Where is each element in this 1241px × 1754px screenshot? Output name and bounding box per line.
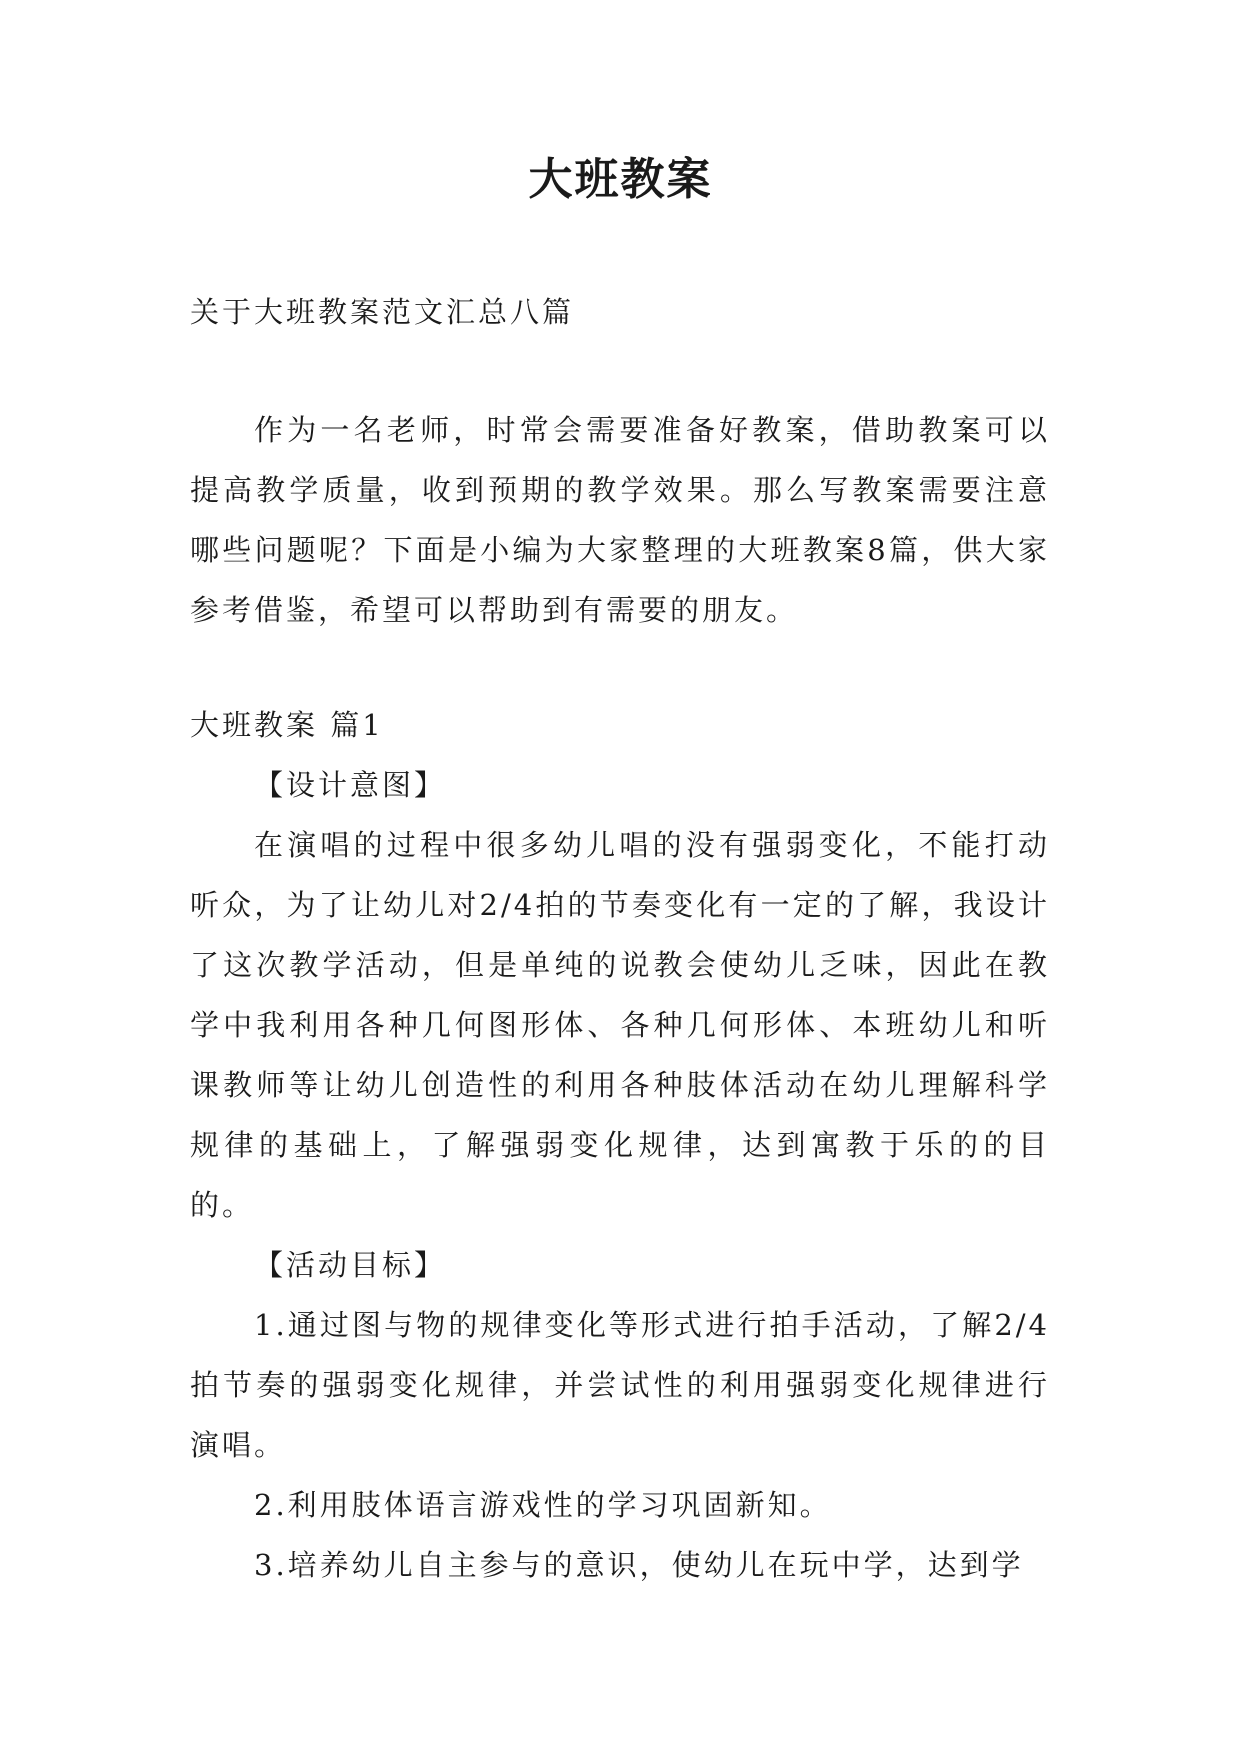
section-heading: 大班教案 篇1 bbox=[190, 708, 384, 742]
intro-paragraph: 作为一名老师，时常会需要准备好教案，借助教案可以提高教学质量，收到预期的教学效果。那么写教案需要注意哪些问题呢？下面是小编为大家整理的大班教案8篇，供大家参考借鉴，希望可以帮助到有需要的朋友。 bbox=[190, 413, 1050, 627]
goal-item-3: 3.培养幼儿自主参与的意识，使幼儿在玩中学，达到学 bbox=[254, 1548, 1024, 1582]
design-intent-heading: 【设计意图】 bbox=[254, 768, 447, 802]
activity-goals-heading: 【活动目标】 bbox=[254, 1248, 447, 1282]
document-subtitle: 关于大班教案范文汇总八篇 bbox=[190, 295, 575, 329]
intro-block bbox=[190, 400, 1050, 640]
design-intent-paragraph: 在演唱的过程中很多幼儿唱的没有强弱变化，不能打动听众，为了让幼儿对2/4拍的节奏变化有一定的了解，我设计了这次教学活动，但是单纯的说教会使幼儿乏味，因此在教学中我利用各种几何图形体、各种几何形体、本班幼儿和听课教师等让幼儿创造性的利用各种肢体活动在幼儿理解科学规律的基础上，了解强弱变化规律，达到寓教于乐的的目的。 bbox=[190, 828, 1050, 1222]
goal-item-2: 2.利用肢体语言游戏性的学习巩固新知。 bbox=[254, 1488, 832, 1522]
goal-item-1: 1.通过图与物的规律变化等形式进行拍手活动，了解2/4拍节奏的强弱变化规律，并尝试性的利用强弱变化规律进行演唱。 bbox=[190, 1308, 1050, 1462]
section-1 bbox=[190, 695, 1050, 1595]
document-title: 大班教案 bbox=[528, 154, 713, 205]
